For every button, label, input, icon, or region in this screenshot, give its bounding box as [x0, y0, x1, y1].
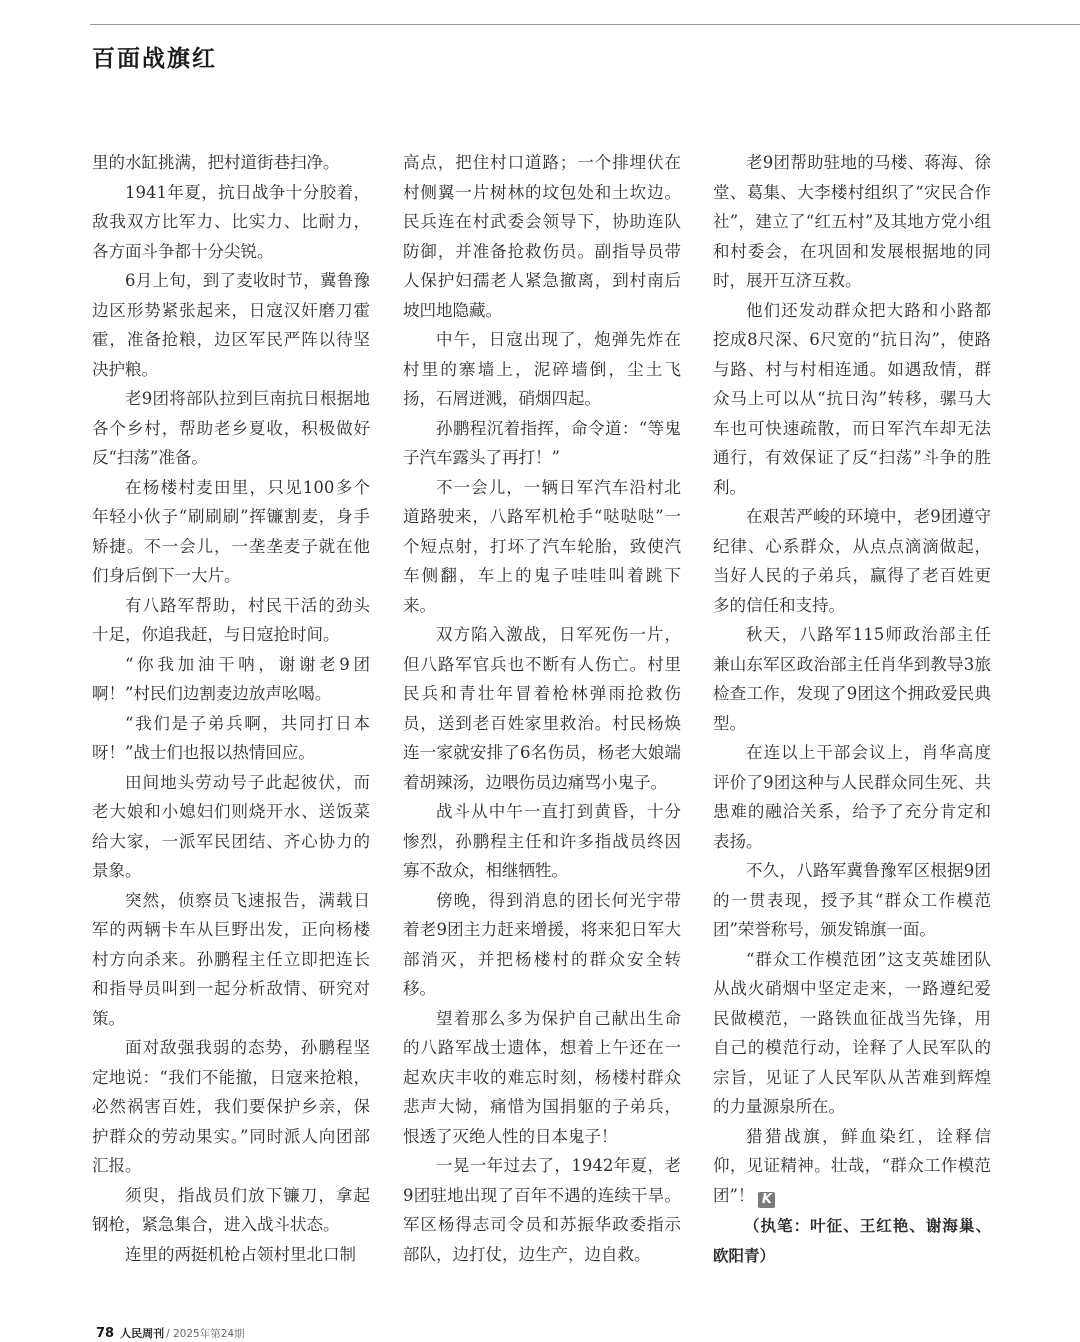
paragraph: 傍晚，得到消息的团长何光宇带着老9团主力赶来增援，将来犯日军大部消灭，并把杨楼村的群众安全转移。	[403, 890, 681, 998]
page-footer	[96, 1322, 245, 1341]
paragraph: 有八路军帮助，村民干活的劲头十足，你追我赶，与日寇抢时间。	[92, 595, 370, 644]
paragraph: 须臾，指战员们放下镰刀，拿起钢枪，紧急集合，进入战斗状态。	[92, 1185, 370, 1234]
article-column-2	[403, 148, 681, 1269]
paragraph: 在艰苦严峻的环境中，老9团遵守纪律、心系群众，从点点滴滴做起，当好人民的子弟兵，赢得了老百姓更多的信任和支持。	[713, 507, 991, 615]
paragraph: 孙鹏程沉着指挥，命令道：“等鬼子汽车露头了再打！”	[403, 418, 681, 467]
end-mark-k-icon: K	[758, 1192, 775, 1208]
section-title: 百面战旗红	[92, 45, 217, 72]
paragraph: 不一会儿，一辆日军汽车沿村北道路驶来，八路军机枪手“哒哒哒”一个短点射，打坏了汽车轮胎，致使汽车侧翻，车上的鬼子哇哇叫着跳下来。	[403, 477, 681, 615]
paragraph: 他们还发动群众把大路和小路都挖成8尺深、6尺宽的“抗日沟”，使路与路、村与村相连通。如遇敌情，群众马上可以从“抗日沟”转移，骡马大车也可快速疏散，而日军汽车却无法通行，有效保证了反“扫荡”斗争的胜利。	[713, 300, 991, 497]
article-column-3	[713, 148, 991, 1271]
paragraph: 在杨楼村麦田里，只见100多个年轻小伙子“刷刷刷”挥镰割麦，身手矫捷。不一会儿，一垄垄麦子就在他们身后倒下一大片。	[92, 477, 370, 585]
paragraph: 在连以上干部会议上，肖华高度评价了9团这种与人民群众同生死、共患难的融洽关系，给予了充分肯定和表扬。	[713, 743, 991, 851]
paragraph: 战斗从中午一直打到黄昏，十分惨烈，孙鹏程主任和许多指战员终因寡不敌众，相继牺牲。	[403, 802, 681, 880]
paragraph: 突然，侦察员飞速报告，满载日军的两辆卡车从巨野出发，正向杨楼村方向杀来。孙鹏程主任立即把连长和指导员叫到一起分析敌情、研究对策。	[92, 890, 370, 1028]
paragraph: 中午，日寇出现了，炮弹先炸在村里的寨墙上，泥碎墙倒，尘土飞扬，石屑迸溅，硝烟四起。	[403, 330, 681, 408]
paragraph: 面对敌强我弱的态势，孙鹏程坚定地说：“我们不能撤，日寇来抢粮，必然祸害百姓，我们要保护乡亲，保护群众的劳动果实。”同时派人向团部汇报。	[92, 1038, 370, 1175]
paragraph: 6月上旬，到了麦收时节，冀鲁豫边区形势紧张起来，日寇汉奸磨刀霍霍，准备抢粮，边区军民严阵以待坚决护粮。	[92, 271, 370, 379]
paragraph: 一晃一年过去了，1942年夏，老9团驻地出现了百年不遇的连续干旱。军区杨得志司令员和苏振华政委指示部队，边打仗，边生产，边自救。	[403, 1156, 681, 1264]
paragraph: “我们是子弟兵啊，共同打日本呀！”战士们也报以热情回应。	[92, 713, 370, 762]
final-paragraph	[713, 1122, 991, 1211]
paragraph: 老9团帮助驻地的马楼、蒋海、徐堂、葛集、大李楼村组织了“灾民合作社”，建立了“红五村”及其地方党小组和村委会，在巩固和发展根据地的同时，展开互济互救。	[713, 153, 991, 290]
issue-label: / 2025年第24期	[166, 1328, 245, 1340]
paragraph: 里的水缸挑满，把村道街巷扫净。	[92, 153, 340, 172]
paragraph: “你我加油干呐，谢谢老9团啊！”村民们边割麦边放声吆喝。	[92, 654, 370, 703]
paragraph: 秋天，八路军115师政治部主任兼山东军区政治部主任肖华到教导3旅检查工作，发现了9团这个拥政爱民典型。	[713, 625, 991, 733]
header-rule	[90, 24, 1080, 25]
paragraph: 望着那么多为保护自己献出生命的八路军战士遗体，想着上午还在一起欢庆丰收的难忘时刻，杨楼村群众悲声大恸，痛惜为国捐躯的子弟兵，恨透了灭绝人性的日本鬼子！	[403, 1008, 681, 1146]
paragraph: 1941年夏，抗日战争十分胶着，敌我双方比军力、比实力、比耐力，各方面斗争都十分尖锐。	[92, 182, 370, 261]
paragraph: 高点，把住村口道路；一个排埋伏在村侧翼一片树林的坟包处和土坎边。民兵连在村武委会领导下，协助连队防御，并准备抢救伤员。副指导员带人保护妇孺老人紧急撤离，到村南后坡凹地隐藏。	[403, 153, 681, 320]
paragraph: 双方陷入激战，日军死伤一片，但八路军官兵也不断有人伤亡。村里民兵和青壮年冒着枪林弹雨抢救伤员，送到老百姓家里救治。村民杨焕连一家就安排了6名伤员，杨老大娘端着胡辣汤，边喂伤员边痛骂小鬼子。	[403, 625, 681, 792]
paragraph: “群众工作模范团”这支英雄团队从战火硝烟中坚定走来，一路遵纪爱民做模范，一路铁血征战当先锋，用自己的模范行动，诠释了人民军队的宗旨，见证了人民军队从苦难到辉煌的力量源泉所在。	[713, 949, 991, 1116]
author-credit: （执笔：叶征、王红艳、谢海巢、欧阳青）	[713, 1217, 991, 1265]
magazine-name: 人民周刊	[120, 1327, 165, 1340]
paragraph-text: 猎猎战旗，鲜血染红，诠释信仰，见证精神。壮哉，“群众工作模范团”！	[713, 1126, 991, 1205]
paragraph: 不久，八路军冀鲁豫军区根据9团的一贯表现，授予其“群众工作模范团”荣誉称号，颁发锦旗一面。	[713, 861, 991, 939]
page-number: 78	[96, 1326, 115, 1341]
paragraph: 老9团将部队拉到巨南抗日根据地各个乡村，帮助老乡夏收，积极做好反“扫荡”准备。	[92, 389, 370, 467]
paragraph: 田间地头劳动号子此起彼伏，而老大娘和小媳妇们则烧开水、送饭菜给大家，一派军民团结、齐心协力的景象。	[92, 772, 370, 880]
article-column-1	[92, 148, 370, 1269]
paragraph: 连里的两挺机枪占领村里北口制	[125, 1244, 356, 1264]
